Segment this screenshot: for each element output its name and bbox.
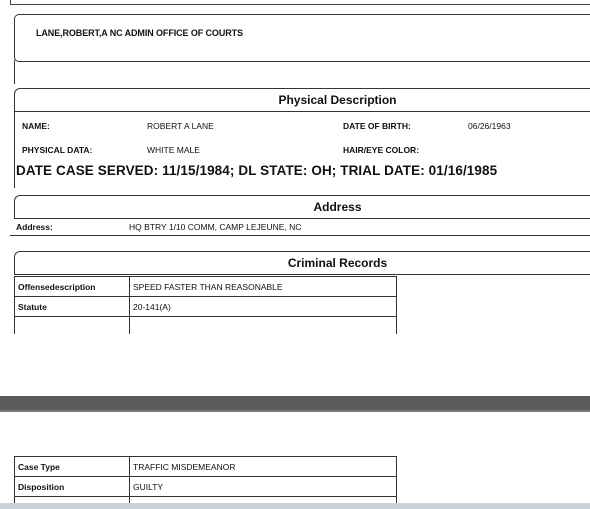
divider xyxy=(14,60,15,84)
table-row xyxy=(15,317,397,335)
criminal-records-table-top xyxy=(14,276,397,334)
offense-label: Offensedescription xyxy=(15,277,130,297)
address-label: Address: xyxy=(16,222,53,232)
empty-cell xyxy=(15,317,130,335)
empty-cell xyxy=(130,317,397,335)
statute-label: Statute xyxy=(15,297,130,317)
statute-value: 20-141(A) xyxy=(130,297,397,317)
name-label: NAME: xyxy=(22,121,50,131)
table-row xyxy=(15,297,397,317)
report-header: LANE,ROBERT,A NC ADMIN OFFICE OF COURTS xyxy=(36,28,243,38)
report-page-bottom xyxy=(0,444,590,509)
hair-eye-label: HAIR/EYE COLOR: xyxy=(343,145,420,155)
dob-value: 06/26/1963 xyxy=(468,121,511,131)
case-type-value: TRAFFIC MISDEMEANOR xyxy=(130,457,397,477)
offense-value: SPEED FASTER THAN REASONABLE xyxy=(130,277,397,297)
page-gap-shadow xyxy=(0,410,590,412)
table-row xyxy=(15,477,397,497)
header-box xyxy=(14,14,590,62)
page-gap-bar xyxy=(0,396,590,410)
physical-data-label: PHYSICAL DATA: xyxy=(22,145,93,155)
address-divider xyxy=(10,235,590,236)
viewer-bottom-strip xyxy=(0,503,590,509)
name-value: ROBERT A LANE xyxy=(147,121,214,131)
disposition-label: Disposition xyxy=(15,477,130,497)
address-section-title: Address xyxy=(313,200,362,214)
case-type-label: Case Type xyxy=(15,457,130,477)
disposition-value: GUILTY xyxy=(130,477,397,497)
table-row xyxy=(15,277,397,297)
criminal-section-title: Criminal Records xyxy=(287,256,388,270)
criminal-records-table-bottom xyxy=(14,456,397,509)
physical-section-title: Physical Description xyxy=(278,93,397,107)
section-left-border xyxy=(14,110,15,188)
dob-label: DATE OF BIRTH: xyxy=(343,121,411,131)
physical-data-value: WHITE MALE xyxy=(147,145,200,155)
table-row xyxy=(15,457,397,477)
case-served-line: DATE CASE SERVED: 11/15/1984; DL STATE: OH; TRIAL DATE: 01/16/1985 xyxy=(16,163,498,178)
top-frame xyxy=(10,0,590,5)
address-value: HQ BTRY 1/10 COMM, CAMP LEJEUNE, NC xyxy=(129,222,302,232)
